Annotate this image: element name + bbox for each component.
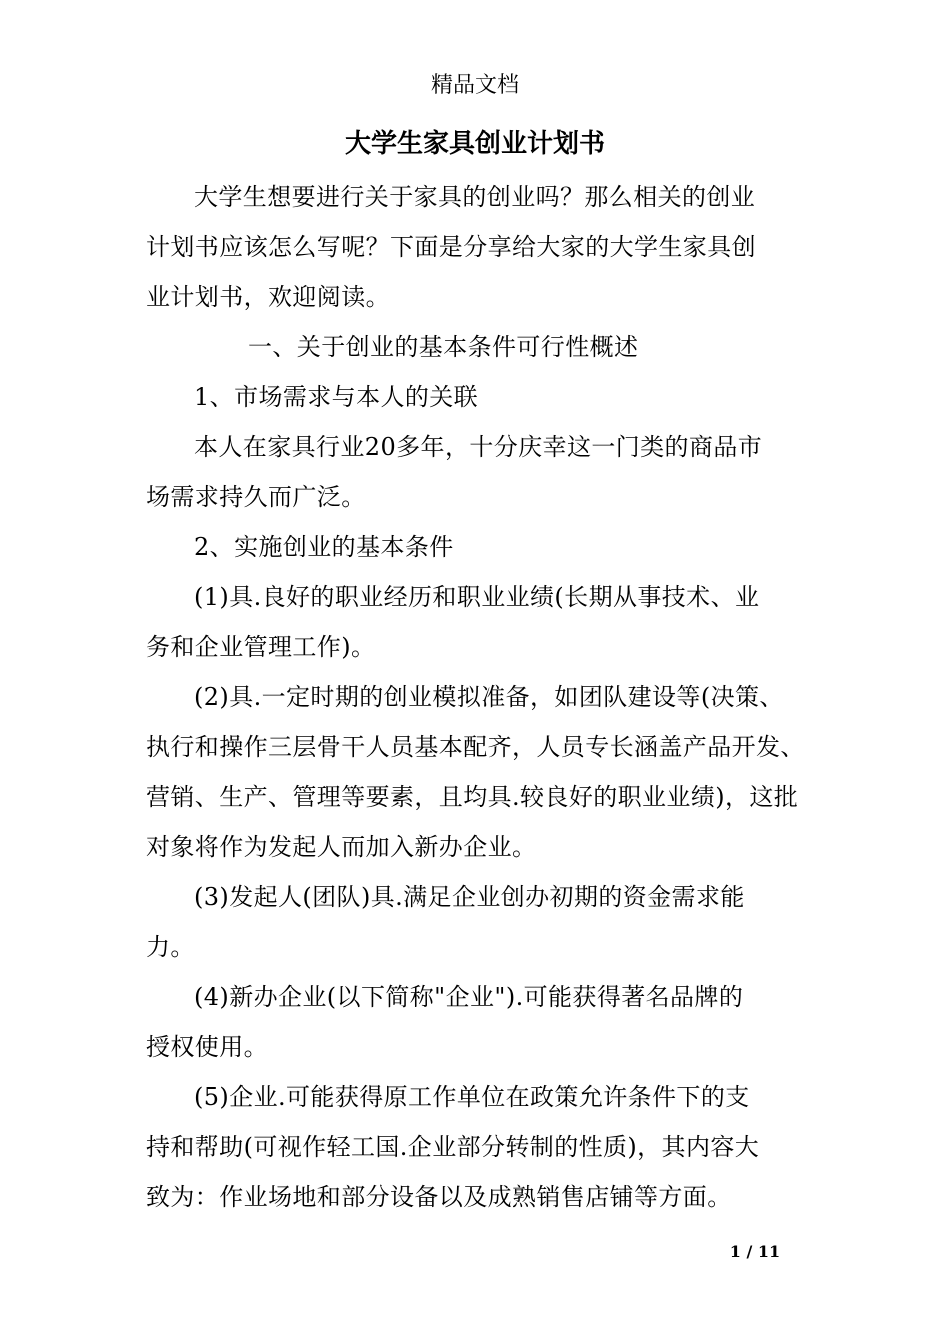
list-item-line: (1)具.良好的职业经历和职业业绩(长期从事技术、业: [194, 583, 760, 611]
page-header: 精品文档: [430, 73, 519, 98]
list-item-line: 营销、生产、管理等要素，且均具.较良好的职业业绩)，这批: [146, 783, 799, 811]
list-item-line: 力。: [146, 933, 195, 961]
section-heading: 一、关于创业的基本条件可行性概述: [248, 333, 639, 361]
list-item-line: 授权使用。: [146, 1033, 268, 1061]
list-item-line: 执行和操作三层骨干人员基本配齐，人员专长涵盖产品开发、: [146, 733, 805, 761]
list-item-line: 致为：作业场地和部分设备以及成熟销售店铺等方面。: [146, 1183, 732, 1211]
page-number: 1 / 11: [729, 1242, 781, 1261]
subsection-heading: 2、实施创业的基本条件: [194, 533, 454, 561]
list-item-line: 持和帮助(可视作轻工国.企业部分转制的性质)，其内容大: [146, 1133, 760, 1161]
intro-line: 业计划书，欢迎阅读。: [146, 283, 390, 311]
list-item-line: (2)具.一定时期的创业模拟准备，如团队建设等(决策、: [194, 683, 784, 711]
paragraph-line: 场需求持久而广泛。: [146, 483, 366, 511]
subsection-heading: 1、市场需求与本人的关联: [194, 383, 479, 411]
list-item-line: (3)发起人(团队)具.满足企业创办初期的资金需求能: [194, 883, 745, 911]
intro-line: 计划书应该怎么写呢？下面是分享给大家的大学生家具创: [146, 233, 756, 261]
list-item-line: 对象将作为发起人而加入新办企业。: [146, 833, 537, 861]
list-item-line: (4)新办企业(以下简称"企业").可能获得著名品牌的: [194, 983, 744, 1011]
document-body: [146, 172, 822, 1222]
paragraph-line: 本人在家具行业20多年，十分庆幸这一门类的商品市: [194, 433, 763, 461]
document-title: 大学生家具创业计划书: [344, 129, 605, 159]
list-item-line: (5)企业.可能获得原工作单位在政策允许条件下的支: [194, 1083, 750, 1111]
list-item-line: 务和企业管理工作)。: [146, 633, 376, 661]
intro-line: 大学生想要进行关于家具的创业吗？那么相关的创业: [194, 183, 756, 211]
